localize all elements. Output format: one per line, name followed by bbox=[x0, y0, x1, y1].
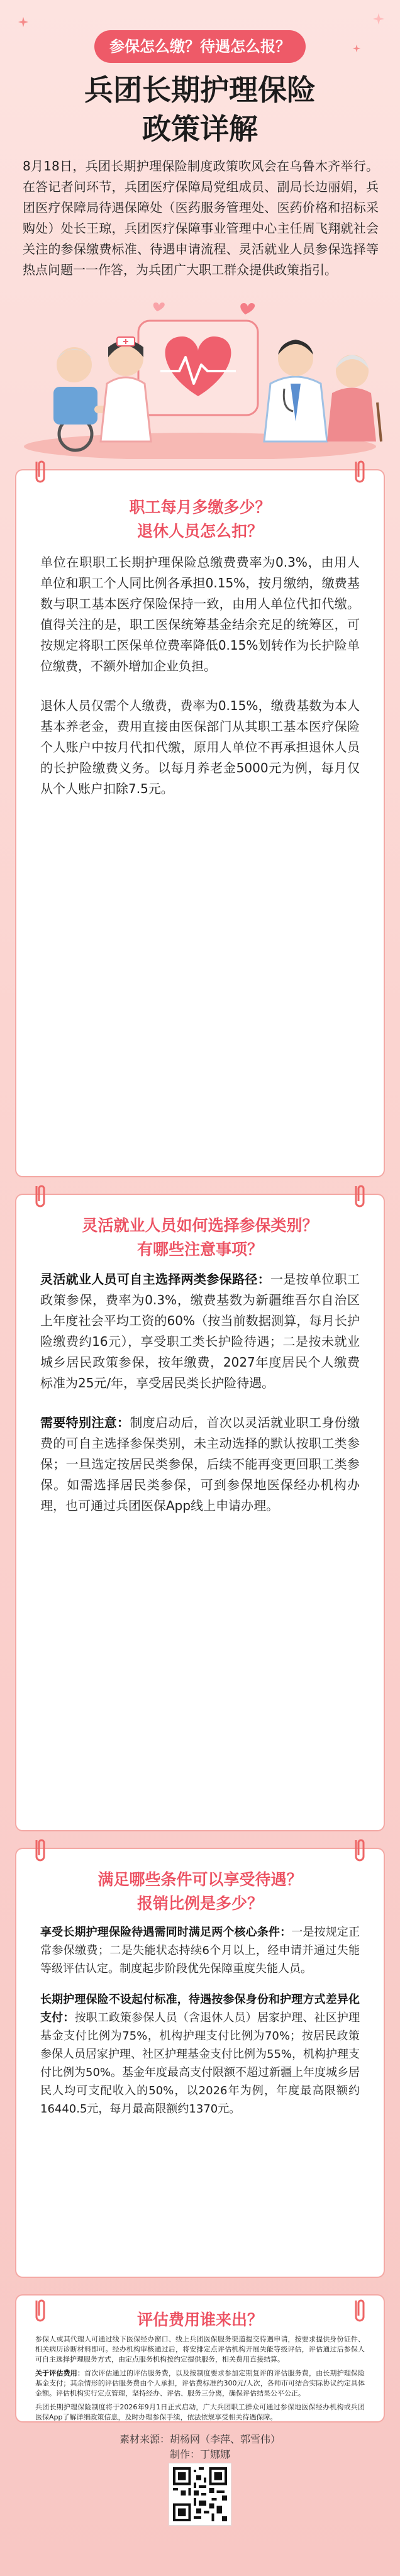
paperclip-icon bbox=[351, 2298, 369, 2323]
section-title-2-line-2: 有哪些注意事项？ bbox=[136, 1240, 263, 1258]
elderly-woman-figure bbox=[327, 355, 381, 441]
section-1-paragraph-2: 退休人员仅需个人缴费，费率为0.15%，缴费基数为本人基本养老金，费用直接由医保部门从其职工基本医疗保险个人账户中按月代扣代缴，原用人单位不再承担退休人员的长护险缴费义务。以每月养老金5000元为例，每月仅从个人账户扣除7.5元。 bbox=[40, 698, 360, 796]
section-title-2-line-1: 灵活就业人员如何选择参保类别？ bbox=[82, 1216, 318, 1235]
section-3-lead-2: 长期护理保险不设起付标准，待遇按参保身份和护理方式差异化支付： bbox=[40, 1993, 360, 2024]
section-title-4: 评估费用谁来出？ bbox=[136, 2311, 263, 2329]
section-title-2 bbox=[42, 1214, 358, 1262]
section-4-paragraph-3: 兵团长期护理保险制度将于2026年9月1日正式启动，广大兵团职工群众可通过参保地医保经办机构或兵团医保App了解详细政策信息，及时办理参保手续，依法依规享受相关待遇保障。 bbox=[35, 2403, 365, 2421]
paperclip-icon bbox=[31, 1838, 49, 1863]
section-3-paragraph-2 bbox=[40, 1990, 360, 2118]
paperclip-icon bbox=[31, 2298, 49, 2323]
section-title-1-line-1: 职工每月多缴多少？ bbox=[129, 498, 271, 516]
star-icon bbox=[18, 16, 29, 28]
header-tag: 参保怎么缴？待遇怎么报？ bbox=[94, 30, 306, 63]
section-3-text-1: 一是按规定正常参保缴费；二是失能状态持续6个月以上，经申请并通过失能等级评估认定。制度起步阶段优先保障重度失能人员。 bbox=[40, 1926, 360, 1975]
section-body-3 bbox=[40, 1923, 360, 2131]
section-2-lead-2: 需要特别注意： bbox=[40, 1415, 130, 1430]
nurse-figure bbox=[101, 337, 151, 441]
section-card-3 bbox=[16, 1849, 384, 2277]
paperclip-icon bbox=[351, 1184, 369, 1209]
footer-editor: 制作：丁娜娜 bbox=[169, 2448, 230, 2460]
section-2-text-2: 制度启动后，首次以灵活就业职工身份缴费的可自主选择参保类别，未主动选择的默认按职工类参保；一旦选定按居民类参保，后续不能再变更回职工类参保。如需选择居民类参保，可到参保地医保经办机构办理，也可通过兵团医保App线上申请办理。 bbox=[40, 1415, 360, 1513]
paperclip-icon bbox=[31, 1184, 49, 1209]
title-line-2: 政策详解 bbox=[142, 112, 258, 146]
qr-code bbox=[169, 2463, 231, 2526]
doctor-figure bbox=[264, 340, 327, 441]
star-icon bbox=[352, 44, 361, 53]
section-2-paragraph-2 bbox=[40, 1413, 360, 1516]
section-2-lead-1: 灵活就业人员可自主选择两类参保路径： bbox=[40, 1272, 270, 1287]
section-body-1 bbox=[40, 552, 360, 812]
paperclip-icon bbox=[351, 459, 369, 484]
section-4-text-2: 首次评估通过的评估服务费，以及按制度要求参加定期复评的评估服务费，由长期护理保险基金支付；其余情形的评估服务费由个人承担，评估费标准约300元/人次，各师市可结合实际协议约定具体金额。评估机构实行定点管理，坚持经办、评估、服务三分离，确保评估结果公平公正。 bbox=[35, 2369, 365, 2397]
section-2-text-1: 一是按单位职工政策参保，费率为0.3%，缴费基数为新疆维吾尔自治区上年度社会平均工资的60%（按当前数据测算，每月长护险缴费约16元），享受职工类长护险待遇；二是按未就业城乡居民政策参保，按年缴费，2027年度居民个人缴费标准为25元/年，享受居民类长护险待遇。 bbox=[40, 1272, 360, 1391]
title-line-1: 兵团长期护理保险 bbox=[84, 73, 316, 107]
section-title-1-line-2: 退休人员怎么扣？ bbox=[136, 522, 263, 540]
section-3-text-2: 按职工政策参保人员（含退休人员）居家护理、社区护理基金支付比例为75%，机构护理支付比例为70%；按居民政策参保人员居家护理、社区护理基金支付比例为55%，机构护理支付比例为50%。基金年度最高支付限额不超过新疆上年度城乡居民人均可支配收入的50%，以2026年为例，年度最高限额约16440.5元，每月最高限额约1370元。 bbox=[40, 2011, 360, 2116]
heart-icon bbox=[138, 321, 258, 415]
section-card-1 bbox=[16, 470, 384, 1176]
section-2-paragraph-1 bbox=[40, 1269, 360, 1394]
page-title bbox=[25, 70, 375, 148]
section-title-1 bbox=[54, 496, 346, 543]
section-3-lead-1: 享受长期护理保险待遇需同时满足两个核心条件： bbox=[40, 1926, 292, 1939]
star-icon bbox=[372, 13, 385, 25]
section-card-4 bbox=[16, 2296, 384, 2421]
section-title-3 bbox=[54, 1868, 346, 1916]
footer-source: 素材来源：胡杨网（李萍、郭雪伟） bbox=[119, 2433, 281, 2445]
section-title-3-line-2: 报销比例是多少？ bbox=[136, 1894, 263, 1913]
hero-illustration bbox=[0, 277, 400, 459]
section-1-paragraph-1: 单位在职职工长期护理保险总缴费费率为0.3%，由用人单位和职工个人同比例各承担0.15%，按月缴纳，缴费基数与职工基本医疗保险保持一致，由用人单位代扣代缴。值得关注的是，职工医保统筹基金结余充足的统筹区，可按规定将职工医保单位费率降低0.15%划转作为长护险单位缴费，不额外增加企业负担。 bbox=[40, 555, 360, 674]
section-4-lead-2: 关于评估费用： bbox=[35, 2369, 85, 2377]
paperclip-icon bbox=[351, 1838, 369, 1863]
qr-code-image bbox=[173, 2467, 227, 2521]
section-4-paragraph-1: 参保人或其代理人可通过线下医保经办窗口、线上兵团医保服务渠道提交待遇申请，按要求提供身份证件、相关病历诊断材料即可。经办机构审核通过后，将安排定点评估机构开展失能等级评估，评估通过后参保人可自主选择护理服务方式，由定点服务机构按约定提供服务，相关费用直接结算。 bbox=[35, 2335, 365, 2363]
section-4-paragraph-2 bbox=[35, 2368, 365, 2399]
intro-paragraph: 8月18日，兵团长期护理保险制度政策吹风会在乌鲁木齐举行。在答记者问环节，兵团医疗保障局党组成员、副局长边丽娟，兵团医疗保障局待遇保障处（医药服务管理处、医药价格和招标采购处）处长王琼，兵团医疗保障事业管理中心主任周飞翔就社会关注的参保缴费标准、待遇申请流程、灵活就业人员参保选择等热点问题一一作答，为兵团广大职工群众提供政策指引。 bbox=[23, 158, 379, 277]
section-body-4 bbox=[35, 2334, 365, 2421]
section-title-3-line-1: 满足哪些条件可以享受待遇？ bbox=[97, 1870, 303, 1889]
paperclip-icon bbox=[31, 459, 49, 484]
section-body-2 bbox=[40, 1269, 360, 1529]
section-card-2 bbox=[16, 1195, 384, 1830]
section-3-paragraph-1 bbox=[40, 1923, 360, 1978]
